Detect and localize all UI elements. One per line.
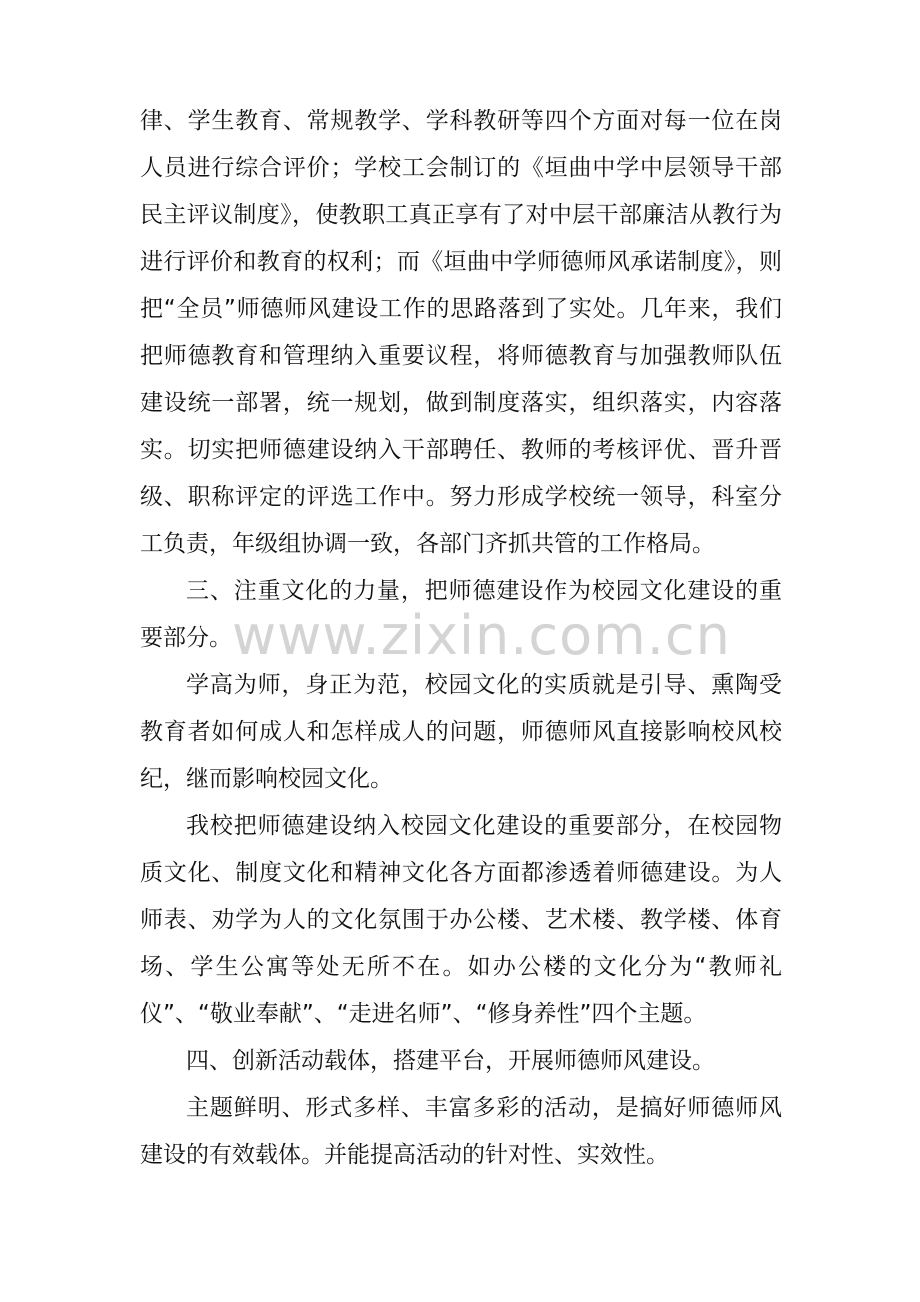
section-heading-four: 四、创新活动载体，搭建平台，开展师德师风建设。 bbox=[186, 1048, 715, 1074]
paragraph-continuation: 律、学生教育、常规教学、学科教研等四个方面对每一位在岗人员进行综合评价；学校工会制订的《垣曲中学中层领导干部民主评议制度》，使教职工真正享有了对中层干部廉洁从教行为进行评价和教育的权利；而《垣曲中学师德师风承诺制度》，则把“全员”师德师风建设工作的思路落到了实处。几年来，我们把师德教育和管理纳入重要议程，将师德教育与加强教师队伍建设统一部署，统一规划，做到制度落实，组织落实，内容落实。切实把师德建设纳入干部聘任、教师的考核评优、晋升晋级、职称评定的评选工作中。努力形成学校统一领导，科室分工负责，年级组协调一致，各部门齐抓共管的工作格局。 bbox=[140, 108, 782, 557]
paragraph: 我校把师德建设纳入校园文化建设的重要部分，在校园物质文化、制度文化和精神文化各方面都渗透着师德建设。为人师表、劝学为人的文化氛围于办公楼、艺术楼、教学楼、体育场、学生公寓等处无所不在。如办公楼的文化分为“教师礼仪”、“敬业奉献”、“走进名师”、“修身养性”四个主题。 bbox=[140, 813, 782, 1027]
document-body bbox=[140, 98, 782, 1179]
watermark-text: www.zixin.com.cn bbox=[232, 604, 731, 667]
paragraph: 学高为师，身正为范，校园文化的实质就是引导、熏陶受教育者如何成人和怎样成人的问题，师德师风直接影响校风校纪，继而影响校园文化。 bbox=[140, 672, 782, 792]
paragraph: 主题鲜明、形式多样、丰富多彩的活动，是搞好师德师风建设的有效载体。并能提高活动的针对性、实效性。 bbox=[140, 1095, 782, 1168]
section-heading-three: 三、注重文化的力量，把师德建设作为校园文化建设的重要部分。 bbox=[140, 578, 782, 651]
